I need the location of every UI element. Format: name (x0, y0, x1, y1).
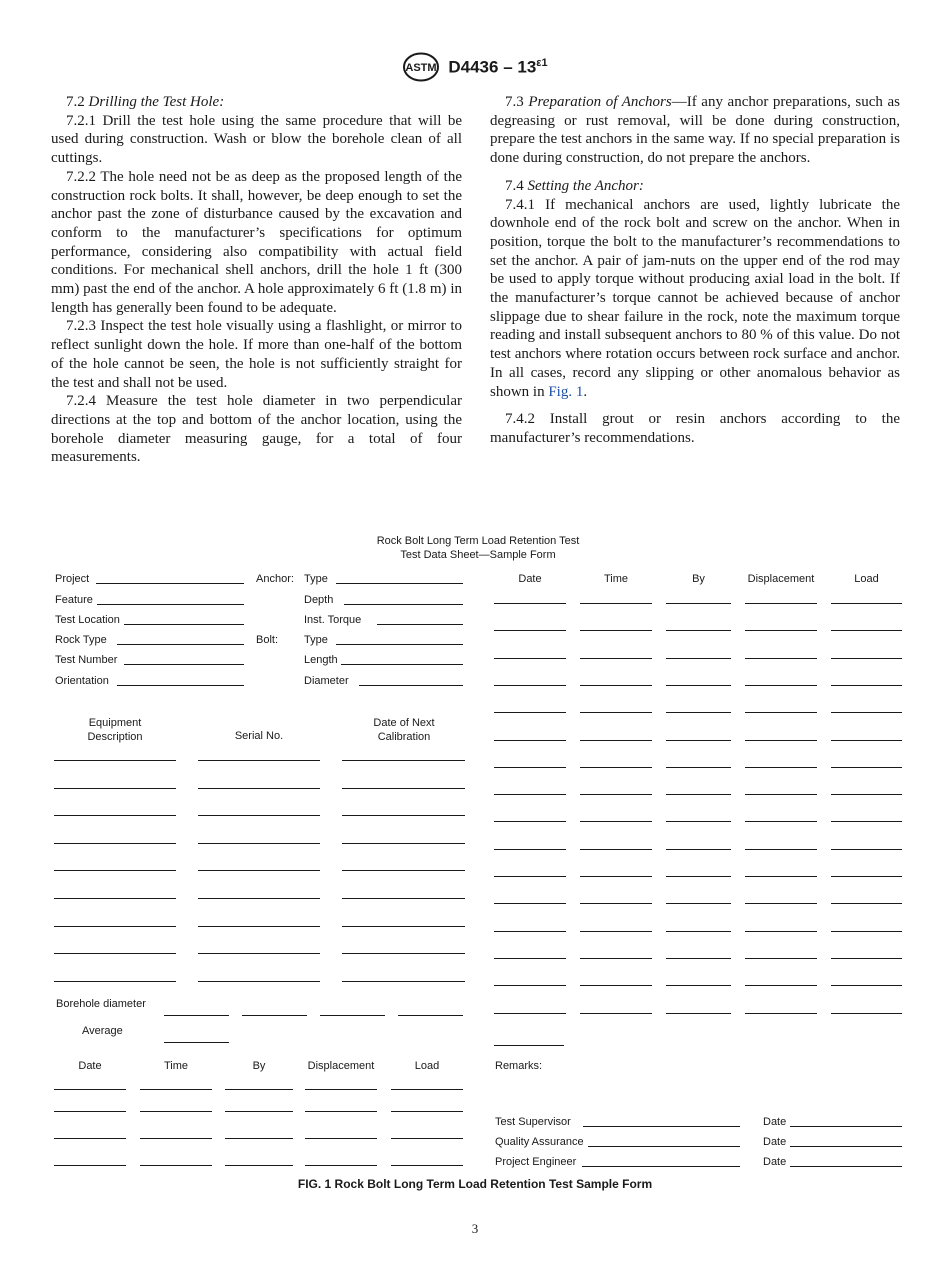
reading-entry-line[interactable] (831, 931, 902, 932)
rock-type-label: Rock Type (55, 634, 107, 646)
equipment-entry-line[interactable] (54, 815, 176, 816)
reading-entry-line[interactable] (666, 876, 731, 877)
left-text-column (51, 93, 462, 467)
section-7-2-heading: 7.2 Drilling the Test Hole: (66, 94, 225, 110)
reading-entry-line[interactable] (831, 876, 902, 877)
reading-entry-line[interactable] (745, 876, 817, 877)
average-label: Average (82, 1025, 123, 1037)
reading-entry-line[interactable] (305, 1111, 377, 1112)
reading-entry-line[interactable] (745, 658, 817, 659)
paragraph-7-4-1: 7.4.1 If mechanical anchors are used, lightly lubricate the downhole end of the rock bolt and screw on the anchor. When in position, torque the bolt to the manufacturer’s recommendations to set the anchor. A pair of jam-nuts on the upper end of the rod may be used to apply torque without producing axial load in the bolt. If the manufacturer’s torque cannot be achieved because of anchor slippage due to shear failure in the rock, note the maximum torque reading and install subsequent anchors to 80 % of this value. Do not test anchors where rotation occurs between rock surface and anchor. In all cases, record any slipping or other anomalous behavior as shown in Fig. 1. (490, 196, 900, 400)
section-7-4-heading: 7.4 Setting the Anchor: (505, 177, 644, 194)
paragraph-7-3: 7.3 Preparation of Anchors—If any anchor preparations, such as degreasing or rust removal, will be done during construction, prepare the test anchors in the same way. If no special preparation is done during construction, do not prepare the anchors. (490, 94, 900, 167)
reading-entry-line[interactable] (666, 903, 731, 904)
reading-column-header: By (692, 573, 705, 585)
reading-entry-line[interactable] (494, 767, 566, 768)
reading-entry-line[interactable] (745, 767, 817, 768)
reading-entry-line[interactable] (391, 1138, 463, 1139)
reading-entry-line[interactable] (745, 685, 817, 686)
reading-entry-line[interactable] (831, 821, 902, 822)
standard-designation: $D4436 - 13^{\varepsilon 1}$ (448, 56, 548, 77)
paragraph-7-4-2: 7.4.2 Install grout or resin anchors according to the manufacturer’s recommendations. (490, 411, 900, 446)
reading-entry-line[interactable] (666, 849, 731, 850)
form-title-line-2: Test Data Sheet—Sample Form (400, 549, 556, 561)
reading-entry-line[interactable] (745, 931, 817, 932)
reading-entry-line[interactable] (580, 794, 652, 795)
reading-entry-line[interactable] (745, 1013, 817, 1014)
test-number-field[interactable] (124, 664, 244, 665)
reading-entry-line[interactable] (831, 603, 902, 604)
date-label: Date (763, 1156, 787, 1168)
borehole-diameter-input[interactable] (398, 1015, 463, 1016)
reading-entry-line[interactable] (666, 658, 731, 659)
equipment-entry-line[interactable] (342, 926, 465, 927)
project-field[interactable] (96, 583, 244, 584)
reading-entry-line[interactable] (831, 767, 902, 768)
orientation-label: Orientation (55, 675, 109, 687)
reading-entry-line[interactable] (831, 985, 902, 986)
paragraph-7-2-3: 7.2.3 Inspect the test hole visually using a flashlight, or mirror to reflect sunlight down the hole. If more than one-half of the bottom of the hole cannot be seen, the hole is not sufficiently straight for the test and shall not be used. (51, 318, 462, 391)
calibration-header: Date of Next Calibration (373, 717, 435, 743)
logo-text: ASTM (405, 62, 437, 74)
reading-entry-line[interactable] (666, 794, 731, 795)
reading-entry-line[interactable] (494, 1045, 564, 1046)
reading-entry-line[interactable] (54, 1111, 126, 1112)
equipment-entry-line[interactable] (198, 870, 320, 871)
equipment-entry-line[interactable] (198, 788, 320, 789)
reading-entry-line[interactable] (666, 603, 731, 604)
test-location-label: Test Location (55, 614, 120, 626)
reading-entry-line[interactable] (494, 630, 566, 631)
orientation-field[interactable] (117, 685, 244, 686)
project-engineer-label: Project Engineer (495, 1156, 577, 1168)
equipment-entry-line[interactable] (342, 870, 465, 871)
average-input[interactable] (164, 1042, 229, 1043)
reading-entry-line[interactable] (666, 740, 731, 741)
anchor-field-label: Depth (304, 594, 334, 606)
reading-entry-line[interactable] (580, 603, 652, 604)
test-supervisor-signature-field[interactable] (583, 1126, 740, 1127)
reading-entry-line[interactable] (745, 740, 817, 741)
reading-entry-line[interactable] (391, 1165, 463, 1166)
reading-entry-line[interactable] (831, 903, 902, 904)
reading-entry-line[interactable] (580, 685, 652, 686)
reading-column-header: By (252, 1060, 266, 1072)
bolt-field-label: Length (304, 654, 338, 666)
anchor-field-label: Type (304, 573, 328, 585)
borehole-diameter-label: Borehole diameter (56, 998, 146, 1010)
reading-column-header: Displacement (747, 573, 815, 585)
figure-caption: FIG. 1 Rock Bolt Long Term Load Retention Test Sample Form (297, 1177, 653, 1191)
feature-field[interactable] (97, 604, 244, 605)
rock-type-field[interactable] (117, 644, 244, 645)
reading-column-header: Load (414, 1060, 440, 1072)
reading-entry-line[interactable] (580, 658, 652, 659)
test-supervisor-date-field[interactable] (790, 1126, 902, 1127)
serial-number-header: Serial No. (234, 730, 284, 742)
reading-entry-line[interactable] (580, 740, 652, 741)
reading-entry-line[interactable] (580, 849, 652, 850)
reading-entry-line[interactable] (580, 767, 652, 768)
reading-column-header: Date (518, 573, 542, 585)
bolt-field-input[interactable] (336, 644, 463, 645)
equipment-entry-line[interactable] (342, 953, 465, 954)
paragraph-7-2-4: 7.2.4 Measure the test hole diameter in two perpendicular directions at the top and bottom of the anchor location, using the borehole diameter measuring gauge, for a total of four measurements. (51, 393, 462, 466)
reading-entry-line[interactable] (494, 603, 566, 604)
quality-assurance-label: Quality Assurance (495, 1136, 584, 1148)
bolt-field-label: Diameter (304, 675, 349, 687)
reading-entry-line[interactable] (494, 931, 566, 932)
equipment-entry-line[interactable] (54, 898, 176, 899)
reading-column-header: Time (603, 573, 629, 585)
equipment-entry-line[interactable] (198, 981, 320, 982)
reading-entry-line[interactable] (391, 1089, 463, 1090)
reading-entry-line[interactable] (494, 685, 566, 686)
quality-assurance-date-field[interactable] (790, 1146, 902, 1147)
reading-entry-line[interactable] (831, 630, 902, 631)
reading-entry-line[interactable] (140, 1138, 212, 1139)
equipment-entry-line[interactable] (54, 926, 176, 927)
anchor-field-input[interactable] (377, 624, 463, 625)
equipment-entry-line[interactable] (54, 760, 176, 761)
reading-entry-line[interactable] (666, 931, 731, 932)
reading-entry-line[interactable] (745, 794, 817, 795)
reading-entry-line[interactable] (305, 1089, 377, 1090)
equipment-entry-line[interactable] (54, 953, 176, 954)
reading-entry-line[interactable] (305, 1138, 377, 1139)
equipment-entry-line[interactable] (198, 953, 320, 954)
reading-entry-line[interactable] (391, 1111, 463, 1112)
reading-entry-line[interactable] (831, 685, 902, 686)
equipment-entry-line[interactable] (198, 760, 320, 761)
reading-entry-line[interactable] (580, 876, 652, 877)
bolt-label: Bolt: (256, 634, 279, 646)
page-number: 3 (471, 1221, 479, 1236)
equipment-entry-line[interactable] (54, 788, 176, 789)
bolt-field-label: Type (304, 634, 328, 646)
reading-entry-line[interactable] (494, 712, 566, 713)
equipment-entry-line[interactable] (342, 981, 465, 982)
reading-entry-line[interactable] (745, 958, 817, 959)
reading-entry-line[interactable] (745, 985, 817, 986)
reading-entry-line[interactable] (666, 1013, 731, 1014)
form-title-line-1: Rock Bolt Long Term Load Retention Test (376, 535, 580, 547)
feature-label: Feature (55, 594, 93, 606)
reading-entry-line[interactable] (745, 903, 817, 904)
reading-entry-line[interactable] (305, 1165, 377, 1166)
test-number-label: Test Number (55, 654, 118, 666)
reading-entry-line[interactable] (666, 712, 731, 713)
equipment-entry-line[interactable] (198, 815, 320, 816)
date-label: Date (763, 1116, 787, 1128)
equipment-entry-line[interactable] (198, 843, 320, 844)
reading-entry-line[interactable] (580, 1013, 652, 1014)
reading-entry-line[interactable] (666, 985, 731, 986)
page-header (0, 52, 950, 82)
bolt-field-input[interactable] (359, 685, 463, 686)
equipment-entry-line[interactable] (342, 760, 465, 761)
reading-entry-line[interactable] (580, 985, 652, 986)
reading-entry-line[interactable] (580, 630, 652, 631)
test-location-field[interactable] (124, 624, 244, 625)
reading-entry-line[interactable] (745, 849, 817, 850)
reading-entry-line[interactable] (666, 630, 731, 631)
anchor-field-input[interactable] (336, 583, 463, 584)
reading-entry-line[interactable] (494, 1013, 566, 1014)
reading-entry-line[interactable] (494, 794, 566, 795)
equipment-entry-line[interactable] (342, 843, 465, 844)
reading-entry-line[interactable] (225, 1165, 293, 1166)
reading-entry-line[interactable] (494, 658, 566, 659)
paragraph-7-2-1: 7.2.1 Drill the test hole using the same procedure that will be used during construction. Wash or blow the borehole clean of all cuttings. (51, 112, 462, 167)
right-text-column (490, 93, 900, 448)
reading-entry-line[interactable] (831, 658, 902, 659)
reading-entry-line[interactable] (831, 794, 902, 795)
reading-entry-line[interactable] (494, 849, 566, 850)
equipment-entry-line[interactable] (342, 815, 465, 816)
reading-entry-line[interactable] (225, 1089, 293, 1090)
project-engineer-date-field[interactable] (790, 1166, 902, 1167)
reading-entry-line[interactable] (140, 1111, 212, 1112)
equipment-entry-line[interactable] (54, 981, 176, 982)
quality-assurance-signature-field[interactable] (588, 1146, 740, 1147)
bolt-field-input[interactable] (341, 664, 463, 665)
reading-entry-line[interactable] (745, 630, 817, 631)
anchor-field-input[interactable] (344, 604, 463, 605)
equipment-entry-line[interactable] (54, 843, 176, 844)
project-label: Project (55, 573, 90, 585)
reading-entry-line[interactable] (494, 876, 566, 877)
reading-entry-line[interactable] (494, 958, 566, 959)
equipment-entry-line[interactable] (198, 898, 320, 899)
reading-entry-line[interactable] (831, 958, 902, 959)
equipment-entry-line[interactable] (198, 926, 320, 927)
reading-entry-line[interactable] (745, 821, 817, 822)
reading-entry-line[interactable] (831, 740, 902, 741)
date-label: Date (763, 1136, 787, 1148)
reading-entry-line[interactable] (494, 903, 566, 904)
reading-entry-line[interactable] (831, 849, 902, 850)
reading-column-header: Time (163, 1060, 189, 1072)
reading-entry-line[interactable] (225, 1138, 293, 1139)
remarks-label: Remarks: (495, 1060, 543, 1072)
reading-entry-line[interactable] (225, 1111, 293, 1112)
reading-entry-line[interactable] (580, 903, 652, 904)
reading-column-header: Date (78, 1060, 102, 1072)
equipment-entry-line[interactable] (54, 870, 176, 871)
reading-entry-line[interactable] (745, 603, 817, 604)
reading-column-header: Displacement (307, 1060, 375, 1072)
reading-entry-line[interactable] (54, 1089, 126, 1090)
reading-entry-line[interactable] (140, 1089, 212, 1090)
reading-entry-line[interactable] (54, 1138, 126, 1139)
reading-column-header: Load (854, 573, 879, 585)
reading-entry-line[interactable] (140, 1165, 212, 1166)
borehole-diameter-input[interactable] (242, 1015, 307, 1016)
project-engineer-signature-field[interactable] (582, 1166, 740, 1167)
reading-entry-line[interactable] (580, 958, 652, 959)
equipment-description-header: Equipment Description (87, 717, 143, 743)
reading-entry-line[interactable] (494, 821, 566, 822)
astm-logo-icon (402, 52, 440, 82)
equipment-entry-line[interactable] (342, 898, 465, 899)
anchor-field-label: Inst. Torque (304, 614, 362, 626)
paragraph-7-2-2: 7.2.2 The hole need not be as deep as the proposed length of the construction rock bolts. It shall, however, be deep enough to set the anchor past the zone of disturbance caused by the excavation and conform to the manufacturer’s specifications for optimum performance, considering also compatibility with actual field conditions. For mechanical shell anchors, drill the hole 1 ft (300 mm) past the end of the anchor. A hole approximately 6 ft (1.8 m) in length has generally been found to be adequate. (51, 168, 462, 316)
anchor-label: Anchor: (256, 573, 294, 585)
equipment-entry-line[interactable] (342, 788, 465, 789)
test-supervisor-label: Test Supervisor (495, 1116, 571, 1128)
form-title (0, 534, 950, 562)
reading-entry-line[interactable] (831, 712, 902, 713)
reading-entry-line[interactable] (580, 931, 652, 932)
designation-superscript: ε1 (536, 56, 548, 69)
reading-entry-line[interactable] (666, 685, 731, 686)
reading-entry-line[interactable] (580, 712, 652, 713)
reading-entry-line[interactable] (494, 740, 566, 741)
reading-entry-line[interactable] (580, 821, 652, 822)
reading-entry-line[interactable] (831, 1013, 902, 1014)
reading-entry-line[interactable] (745, 712, 817, 713)
reading-entry-line[interactable] (494, 985, 566, 986)
reading-entry-line[interactable] (666, 767, 731, 768)
borehole-diameter-input[interactable] (320, 1015, 385, 1016)
fig-1-link[interactable]: Fig. 1 (548, 383, 584, 400)
borehole-diameter-input[interactable] (164, 1015, 229, 1016)
reading-entry-line[interactable] (54, 1165, 126, 1166)
reading-entry-line[interactable] (666, 958, 731, 959)
reading-entry-line[interactable] (666, 821, 731, 822)
